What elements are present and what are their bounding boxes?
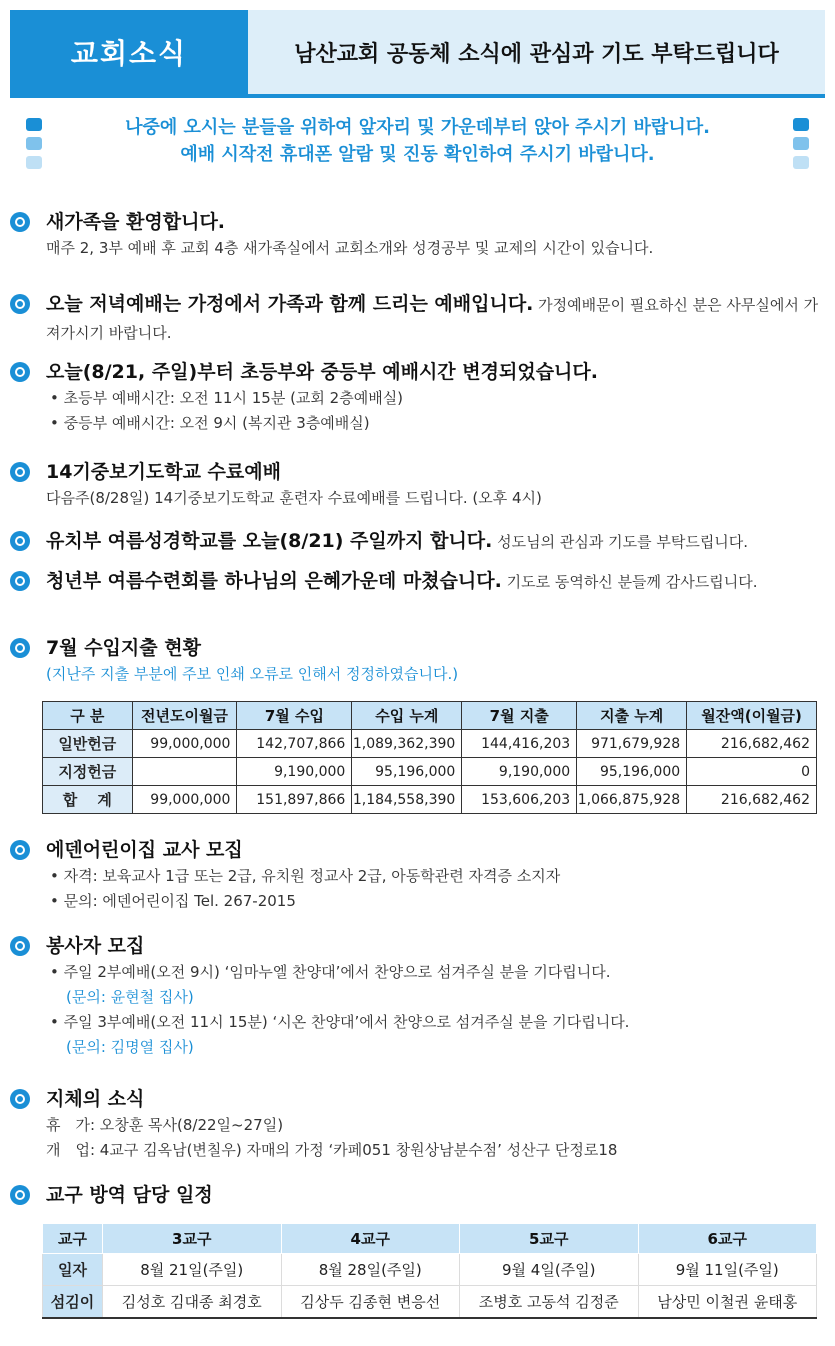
table-row: [43, 1286, 817, 1318]
table-cell: 김성호 김대종 최경호: [103, 1286, 282, 1318]
header-subtitle: 남산교회 공동체 소식에 관심과 기도 부탁드립니다: [248, 10, 825, 94]
table-cell: 95,196,000: [352, 758, 462, 786]
news-prayer-school: [10, 458, 825, 511]
list-item: • 초등부 예배시간: 오전 11시 15분 (교회 2층예배실): [50, 389, 404, 407]
news-duty-schedule: [10, 1181, 825, 1319]
news-text: 가정예배문이 필요하신 분은 사무실에서 가져가시기 바랍니다.: [46, 296, 819, 342]
table-cell: 9월 4일(주일): [460, 1254, 639, 1286]
news-text: 성도님의 관심과 기도를 부탁드립니다.: [492, 533, 749, 551]
list-item: • 주일 2부예배(오전 9시) ‘임마누엘 찬양대’에서 찬양으로 섬겨주실 분을 기다립니다.: [50, 963, 611, 981]
news-text: 휴 가: 오창훈 목사(8/22일~27일): [46, 1116, 284, 1134]
notice-line: 예배 시작전 휴대폰 알람 및 진동 확인하여 주시기 바랍니다.: [180, 144, 655, 165]
news-title: 에덴어린이집 교사 모집: [46, 839, 243, 861]
contact-note: (문의: 김명열 집사): [66, 1038, 194, 1056]
table-row: [43, 1254, 817, 1286]
table-header-cell: 전년도이월금: [132, 702, 237, 730]
list-item: • 중등부 예배시간: 오전 9시 (복지관 3층예배실): [50, 414, 370, 432]
table-header-cell: 3교구: [103, 1224, 282, 1254]
circle-bullet-icon: [10, 212, 30, 232]
notice-line: 나중에 오시는 분들을 위하여 앞자리 및 가운데부터 앉아 주시기 바랍니다.: [125, 117, 710, 138]
list-item: • 자격: 보육교사 1급 또는 2급, 유치원 정교사 2급, 아동학관련 자격증 소지자: [50, 867, 561, 885]
circle-bullet-icon: [10, 362, 30, 382]
table-row-header: 섬김이: [43, 1286, 103, 1318]
table-cell: 1,184,558,390: [352, 786, 462, 814]
news-teacher-recruit: [10, 836, 825, 914]
table-row-header: 합 계: [43, 786, 133, 814]
table-cell: 95,196,000: [577, 758, 687, 786]
table-cell: 1,066,875,928: [577, 786, 687, 814]
news-youth: [10, 567, 825, 596]
table-row: [43, 786, 817, 814]
table-cell: 971,679,928: [577, 730, 687, 758]
table-row: [43, 758, 817, 786]
table-cell: 남상민 이철권 윤태홍: [638, 1286, 817, 1318]
finance-note: (지난주 지출 부분에 주보 인쇄 오류로 인해서 정정하였습니다.): [46, 665, 459, 683]
circle-bullet-icon: [10, 840, 30, 860]
news-evening-worship: [10, 290, 825, 347]
circle-bullet-icon: [10, 1185, 30, 1205]
news-title: 7월 수입지출 현황: [46, 637, 201, 659]
table-cell: [132, 758, 237, 786]
news-title: 봉사자 모집: [46, 935, 145, 957]
table-header-cell: 구 분: [43, 702, 133, 730]
square-decoration-left-icon: [26, 118, 42, 175]
table-cell: 216,682,462: [687, 786, 817, 814]
table-row-header: 일자: [43, 1254, 103, 1286]
table-cell: 151,897,866: [237, 786, 352, 814]
news-title: 오늘(8/21, 주일)부터 초등부와 중등부 예배시간 변경되었습니다.: [46, 361, 598, 383]
table-cell: 216,682,462: [687, 730, 817, 758]
news-title: 청년부 여름수련회를 하나님의 은혜가운데 마쳤습니다.: [46, 570, 502, 592]
table-header-cell: 월잔액(이월금): [687, 702, 817, 730]
circle-bullet-icon: [10, 936, 30, 956]
list-item: • 문의: 에덴어린이집 Tel. 267-2015: [50, 892, 296, 910]
news-volunteer: [10, 932, 825, 1060]
news-title: 오늘 저녁예배는 가정에서 가족과 함께 드리는 예배입니다.: [46, 293, 534, 315]
table-cell: 142,707,866: [237, 730, 352, 758]
news-schedule-change: [10, 358, 825, 436]
table-header-cell: 7월 지출: [462, 702, 577, 730]
table-cell: 9월 11일(주일): [638, 1254, 817, 1286]
table-cell: 153,606,203: [462, 786, 577, 814]
table-cell: 9,190,000: [237, 758, 352, 786]
table-header-cell: 7월 수입: [237, 702, 352, 730]
circle-bullet-icon: [10, 638, 30, 658]
finance-table: [42, 701, 817, 814]
news-members: [10, 1085, 825, 1163]
table-cell: 99,000,000: [132, 786, 237, 814]
news-text: 기도로 동역하신 분들께 감사드립니다.: [501, 573, 758, 591]
circle-bullet-icon: [10, 1089, 30, 1109]
circle-bullet-icon: [10, 531, 30, 551]
header-divider: [10, 94, 825, 98]
news-text: 매주 2, 3부 예배 후 교회 4층 새가족실에서 교회소개와 성경공부 및 교제의 시간이 있습니다.: [46, 239, 654, 257]
duty-table: [42, 1223, 817, 1319]
table-cell: 99,000,000: [132, 730, 237, 758]
table-header-cell: 지출 누계: [577, 702, 687, 730]
news-title: 지체의 소식: [46, 1088, 145, 1110]
table-cell: 조병호 고동석 김정준: [460, 1286, 639, 1318]
table-header-cell: 수입 누계: [352, 702, 462, 730]
news-kindergarten: [10, 527, 825, 556]
table-header-cell: 5교구: [460, 1224, 639, 1254]
page-header: [10, 10, 825, 94]
square-decoration-right-icon: [793, 118, 809, 175]
header-tab-title: 교회소식: [10, 10, 248, 94]
table-cell: 8월 28일(주일): [281, 1254, 460, 1286]
table-cell: 0: [687, 758, 817, 786]
news-text: 다음주(8/28일) 14기중보기도학교 훈련자 수료예배를 드립니다. (오후 4시): [46, 489, 542, 507]
table-row-header: 지정헌금: [43, 758, 133, 786]
news-new-family: [10, 208, 825, 261]
news-title: 교구 방역 담당 일정: [46, 1184, 213, 1206]
table-header-row: [43, 702, 817, 730]
table-row-header: 일반헌금: [43, 730, 133, 758]
news-finance: [10, 634, 825, 814]
news-title: 14기중보기도학교 수료예배: [46, 461, 281, 483]
news-text: 개 업: 4교구 김옥남(변칠우) 자매의 가정 ‘카페051 창원상남분수점’ 성산구 단정로18: [46, 1141, 618, 1159]
table-cell: 8월 21일(주일): [103, 1254, 282, 1286]
table-row: [43, 730, 817, 758]
notice-text: [50, 114, 785, 168]
list-item: • 주일 3부예배(오전 11시 15분) ‘시온 찬양대’에서 찬양으로 섬겨주실 분을 기다립니다.: [50, 1013, 630, 1031]
table-cell: 김상두 김종현 변응선: [281, 1286, 460, 1318]
news-title: 유치부 여름성경학교를 오늘(8/21) 주일까지 합니다.: [46, 530, 493, 552]
contact-note: (문의: 윤현철 집사): [66, 988, 194, 1006]
table-header-cell: 6교구: [638, 1224, 817, 1254]
circle-bullet-icon: [10, 294, 30, 314]
news-title: 새가족을 환영합니다.: [46, 211, 226, 233]
table-cell: 144,416,203: [462, 730, 577, 758]
table-header-cell: 4교구: [281, 1224, 460, 1254]
notice-box: [10, 110, 825, 180]
table-cell: 1,089,362,390: [352, 730, 462, 758]
table-header-row: [43, 1224, 817, 1254]
table-cell: 9,190,000: [462, 758, 577, 786]
circle-bullet-icon: [10, 462, 30, 482]
table-header-cell: 교구: [43, 1224, 103, 1254]
circle-bullet-icon: [10, 571, 30, 591]
